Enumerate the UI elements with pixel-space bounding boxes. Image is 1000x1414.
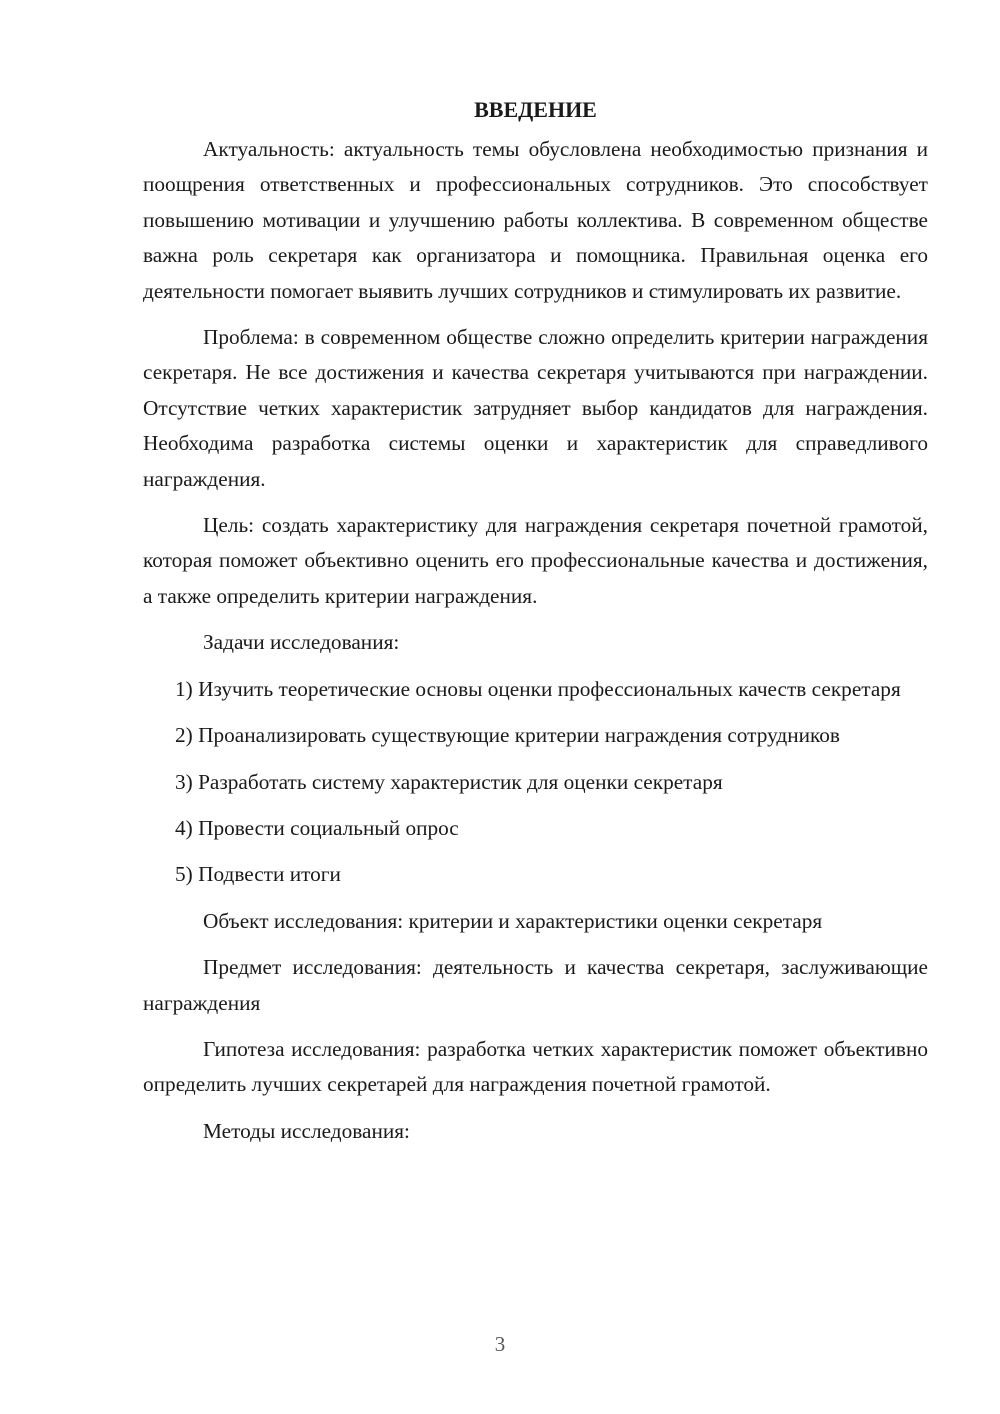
page-title: ВВЕДЕНИЕ xyxy=(474,97,597,122)
research-subject: Предмет исследования: деятельность и качества секретаря, заслуживающие награждения xyxy=(143,955,928,1015)
methods-heading: Методы исследования: xyxy=(203,1118,410,1143)
paragraph-problem: Проблема: в современном обществе сложно определить критерии награждения секретаря. Не все достижения и качества секретаря учитываются при награждении. Отсутствие четких характеристик затрудняет выбор кандидатов для награждения. Необходима разработка системы оценки и характеристик для справедливого награждения. xyxy=(143,325,928,491)
page-number: 3 xyxy=(494,1332,506,1356)
paragraph-relevance: Актуальность: актуальность темы обусловлена необходимостью признания и поощрения ответственных и профессиональных сотрудников. Это способствует повышению мотивации и улучшению работы коллектива. В современном обществе важна роль секретаря как организатора и помощника. Правильная оценка его деятельности помогает выявить лучших сотрудников и стимулировать их развитие. xyxy=(143,137,928,303)
task-item-2: 2) Проанализировать существующие критерии награждения сотрудников xyxy=(175,723,840,748)
task-item-3: 3) Разработать систему характеристик для оценки секретаря xyxy=(175,769,723,794)
task-item-1: 1) Изучить теоретические основы оценки профессиональных качеств секретаря xyxy=(175,676,901,701)
document-page xyxy=(143,92,928,1160)
tasks-heading: Задачи исследования: xyxy=(203,630,400,655)
research-hypothesis: Гипотеза исследования: разработка четких характеристик поможет объективно определить лучших секретарей для награждения почетной грамотой. xyxy=(143,1036,928,1097)
research-object: Объект исследования: критерии и характеристики оценки секретаря xyxy=(203,908,823,933)
paragraph-goal: Цель: создать характеристику для награждения секретаря почетной грамотой, которая поможет объективно оценить его профессиональные качества и достижения, а также определить критерии награждения. xyxy=(143,513,928,608)
task-item-5: 5) Подвести итоги xyxy=(175,862,341,887)
task-item-4: 4) Провести социальный опрос xyxy=(175,815,459,840)
